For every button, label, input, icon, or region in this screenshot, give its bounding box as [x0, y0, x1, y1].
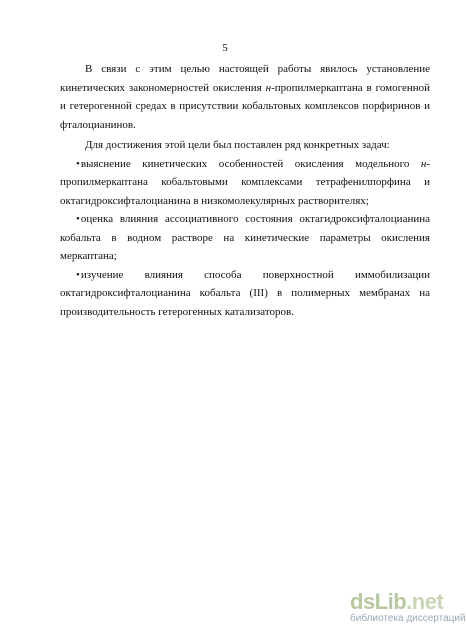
logo-main-text: dsLib	[350, 589, 407, 614]
dslib-watermark	[350, 589, 466, 634]
bullet-icon: •	[76, 268, 80, 281]
intro-text-end: -пропилмеркаптана в гомогенной и гетерогенной средах в присутствии кобальтовых комплексов порфиринов и фталоцианинов.	[60, 81, 430, 131]
dslib-logo	[350, 590, 450, 614]
task-1-text-start: выяснение кинетических особенностей окисления модельного	[80, 157, 421, 170]
task-item-3	[60, 266, 430, 322]
intro-paragraph	[60, 60, 430, 134]
watermark-subtitle: библиотека диссертаций	[350, 613, 466, 624]
task-3-text: изучение влияния способа поверхностной иммобилизации октагидроксифталоцианина кобальта (III) в полимерных мембранах на производительность гетерогенных катализаторов.	[60, 268, 430, 318]
intro-italic-prefix: н	[265, 81, 272, 94]
page-number: 5	[222, 42, 228, 54]
task-1-text-end: -пропилмеркаптана кобальтовыми комплексами тетрафенилпорфина и октагидроксифталоцианина в низкомолекулярных растворителях;	[60, 157, 430, 207]
tasks-intro-paragraph: Для достижения этой цели был поставлен ряд конкретных задач:	[85, 139, 390, 151]
task-1-italic-prefix: н	[420, 157, 427, 170]
task-item-1	[60, 155, 430, 211]
bullet-icon: •	[76, 213, 80, 225]
document-body	[60, 60, 430, 321]
intro-text-start: В связи с этим целью настоящей работы явилось установление кинетических закономерностей окисления	[60, 63, 430, 94]
logo-suffix-text: .net	[406, 589, 444, 614]
task-2-text: оценка влияния ассоциативного состояния октагидроксифталоцианина кобальта в водном растворе на кинетические параметры окисления меркаптана;	[60, 213, 430, 262]
bullet-icon: •	[76, 157, 80, 170]
task-item-2	[60, 210, 430, 266]
